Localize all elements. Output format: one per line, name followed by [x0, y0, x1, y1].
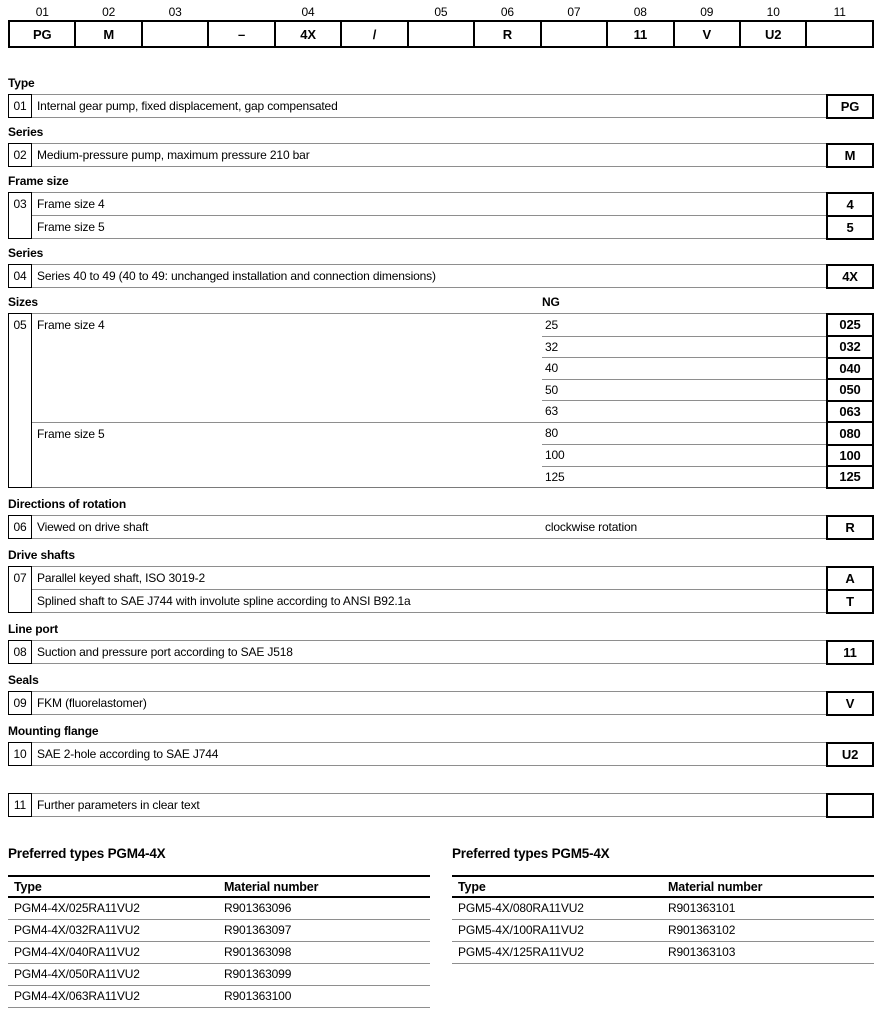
preferred-types-pgm5-table: [452, 846, 874, 1008]
section-heading: Seals: [8, 673, 39, 687]
position-number: 06: [8, 515, 32, 539]
code-value-cell: PG: [9, 21, 75, 47]
option-description: Frame size 5: [37, 220, 105, 234]
position-number: 05: [8, 313, 32, 488]
code-box: T: [826, 589, 874, 614]
type-cell: PGM4-4X/032RA11VU2: [8, 919, 218, 941]
code-box: A: [826, 566, 874, 591]
ng-size-value: 100: [545, 448, 565, 463]
section-heading: Frame size: [8, 174, 69, 188]
section-series-4x: [8, 247, 874, 288]
code-position-label: 01: [35, 5, 49, 19]
code-box-empty: [826, 793, 874, 818]
code-box: PG: [826, 94, 874, 119]
code-value-cell: [408, 21, 474, 47]
table-row: [452, 897, 874, 919]
position-number: 09: [8, 691, 32, 715]
position-number: 02: [8, 143, 32, 167]
table-row: [8, 919, 430, 941]
code-separator-cell: /: [341, 21, 407, 47]
section-heading: Directions of rotation: [8, 497, 127, 511]
material-number-cell: R901363099: [218, 963, 430, 985]
table-title: Preferred types PGM5-4X: [452, 846, 610, 861]
type-cell: PGM4-4X/050RA11VU2: [8, 963, 218, 985]
table-title: Preferred types PGM4-4X: [8, 846, 166, 861]
frame-size-group-label: Frame size 4: [37, 318, 105, 332]
code-box: 025: [826, 313, 874, 338]
code-box: 4X: [826, 264, 874, 289]
code-position-label: 10: [766, 5, 780, 19]
option-description: SAE 2-hole according to SAE J744: [37, 747, 219, 761]
option-description: Medium-pressure pump, maximum pressure 210 bar: [37, 148, 310, 162]
table-row: [8, 897, 430, 919]
position-number: 04: [8, 264, 32, 288]
column-header-type: Type: [8, 876, 218, 897]
code-box: 4: [826, 192, 874, 217]
option-description: Further parameters in clear text: [37, 798, 200, 812]
code-position-label: 05: [434, 5, 448, 19]
material-number-cell: R901363100: [218, 985, 430, 1007]
table-row: [8, 985, 430, 1007]
code-value-cell: U2: [740, 21, 806, 47]
section-rotation: [8, 498, 874, 539]
code-position-label: 06: [500, 5, 514, 19]
code-box: 080: [826, 421, 874, 446]
option-description: Suction and pressure port according to SAE J518: [37, 645, 293, 659]
position-number: 07: [8, 566, 32, 613]
column-header-material-number: Material number: [662, 876, 874, 897]
code-box: 050: [826, 378, 874, 402]
code-box: 5: [826, 215, 874, 240]
section-heading: Drive shafts: [8, 548, 75, 562]
type-cell: PGM4-4X/040RA11VU2: [8, 941, 218, 963]
option-description: Internal gear pump, fixed displacement, gap compensated: [37, 99, 338, 113]
section-heading: [8, 296, 874, 309]
column-header-type: Type: [452, 876, 662, 897]
ng-size-value: 25: [545, 317, 559, 332]
preferred-types-pgm4-table: [8, 846, 430, 1008]
position-number: 10: [8, 742, 32, 766]
section-mounting-flange: [8, 725, 874, 766]
material-number-cell: R901363103: [662, 941, 874, 963]
code-position-label: 03: [168, 5, 182, 19]
code-value-cell: [541, 21, 607, 47]
option-description: Frame size 4: [37, 197, 105, 211]
ng-column-heading: NG: [542, 295, 560, 309]
code-box: 11: [826, 640, 874, 665]
material-number-cell: R901363098: [218, 941, 430, 963]
type-cell: PGM4-4X/063RA11VU2: [8, 985, 218, 1007]
section-heading: Series: [8, 125, 44, 139]
type-cell: PGM4-4X/025RA11VU2: [8, 897, 218, 919]
code-separator-cell: –: [208, 21, 274, 47]
table-row: [452, 941, 874, 963]
frame-size-group-label: Frame size 5: [37, 426, 105, 441]
option-description: Parallel keyed shaft, ISO 3019-2: [37, 571, 205, 585]
code-box: 100: [826, 444, 874, 468]
section-further-params: [8, 793, 874, 817]
code-box: M: [826, 143, 874, 168]
option-description: Viewed on drive shaft: [37, 520, 149, 534]
ng-size-value: 50: [545, 382, 559, 397]
section-sizes: [8, 296, 874, 488]
section-type: [8, 77, 874, 118]
section-series-m: [8, 126, 874, 167]
option-description: Series 40 to 49 (40 to 49: unchanged installation and connection dimensions): [37, 269, 436, 283]
section-heading: Series: [8, 246, 44, 260]
type-cell: PGM5-4X/080RA11VU2: [452, 897, 662, 919]
section-heading: Line port: [8, 622, 58, 636]
ng-size-value: 32: [545, 339, 559, 354]
material-number-cell: R901363097: [218, 919, 430, 941]
section-line-port: [8, 623, 874, 664]
position-number: 01: [8, 94, 32, 118]
code-value-cell: 4X: [275, 21, 341, 47]
position-number: 03: [8, 192, 32, 239]
section-heading: Type: [8, 76, 35, 90]
code-position-label: 09: [700, 5, 714, 19]
code-position-label: 04: [301, 5, 315, 19]
code-strip-header-row: [9, 4, 873, 21]
code-position-label: [341, 4, 407, 21]
option-description: Splined shaft to SAE J744 with involute spline according to ANSI B92.1a: [37, 594, 411, 608]
code-box: 125: [826, 465, 874, 489]
code-box: 063: [826, 400, 874, 424]
table-row: [8, 941, 430, 963]
code-box: V: [826, 691, 874, 716]
code-box: 032: [826, 335, 874, 359]
code-strip-value-row: [9, 21, 873, 47]
type-cell: PGM5-4X/125RA11VU2: [452, 941, 662, 963]
code-value-cell: [806, 21, 873, 47]
ng-size-value: 125: [545, 469, 565, 484]
code-value-cell: M: [75, 21, 141, 47]
material-number-cell: R901363101: [662, 897, 874, 919]
code-value-cell: [142, 21, 208, 47]
rotation-direction: clockwise rotation: [545, 520, 638, 534]
code-box: 040: [826, 357, 874, 381]
position-number: 11: [8, 793, 32, 817]
section-frame-size: [8, 175, 874, 239]
ordering-code-strip: [8, 4, 874, 48]
code-value-cell: R: [474, 21, 540, 47]
ng-size-value: 80: [545, 426, 559, 441]
code-position-label: 02: [102, 5, 116, 19]
preferred-types-area: [8, 846, 874, 1008]
code-position-label: 07: [567, 5, 581, 19]
code-position-label: [208, 4, 274, 21]
code-box: R: [826, 515, 874, 540]
ng-size-value: 40: [545, 361, 559, 376]
section-seals: [8, 674, 874, 715]
code-value-cell: 11: [607, 21, 673, 47]
section-heading: Mounting flange: [8, 724, 99, 738]
table-row: [452, 919, 874, 941]
material-number-cell: R901363096: [218, 897, 430, 919]
section-drive-shafts: [8, 549, 874, 613]
position-number: 08: [8, 640, 32, 664]
sizes-heading-label: Sizes: [8, 295, 38, 309]
table-row: [8, 963, 430, 985]
type-cell: PGM5-4X/100RA11VU2: [452, 919, 662, 941]
material-number-cell: R901363102: [662, 919, 874, 941]
ng-size-value: 63: [545, 404, 559, 419]
code-position-label: 08: [633, 5, 647, 19]
code-value-cell: V: [674, 21, 740, 47]
code-box: U2: [826, 742, 874, 767]
code-position-label: 11: [833, 5, 846, 19]
column-header-material-number: Material number: [218, 876, 430, 897]
option-description: FKM (fluorelastomer): [37, 696, 147, 710]
